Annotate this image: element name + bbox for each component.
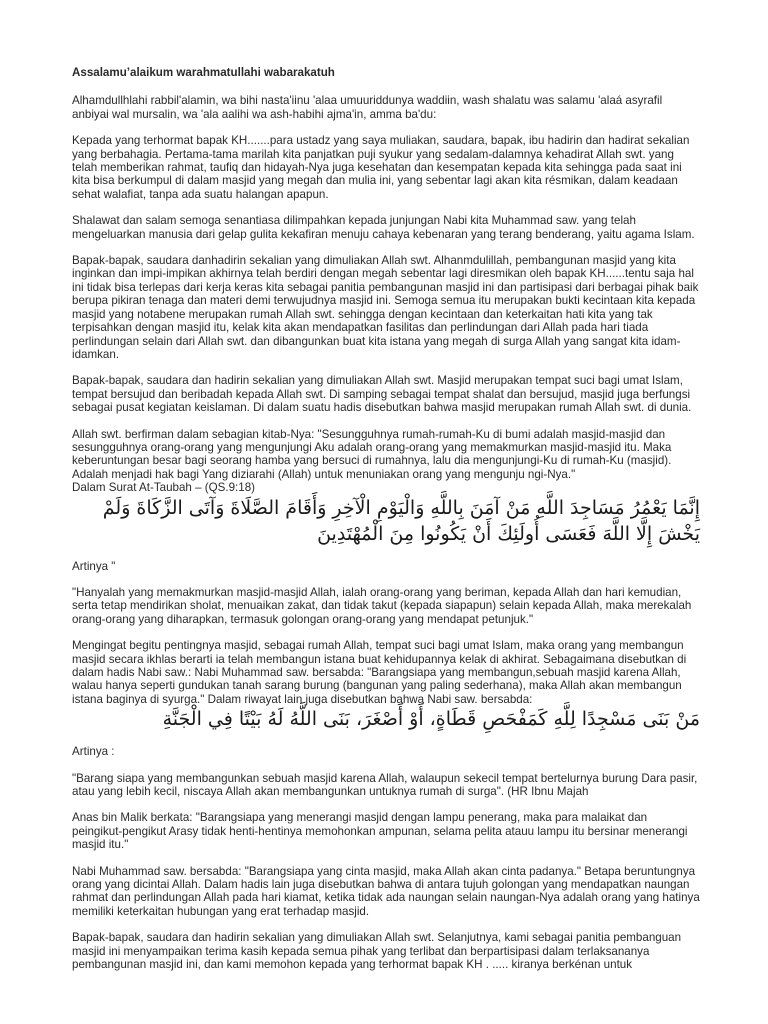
surah-reference: Dalam Surat At-Taubah – (QS.9:18) xyxy=(72,481,256,495)
translation-hadith: "Barang siapa yang membangunkan sebuah masjid karena Allah, walaupun sekecil tempat bertelurnya burung Dara pasir, atau yang lebih kecil, niscaya Allah akan membangunkan untuknya rumah di surga". (HR Ibnu Majah xyxy=(72,771,698,799)
paragraph-construction: Bapak-bapak, saudara danhadirin sekalian yang dimuliakan Allah swt. Alhanmdulillah, pembangunan masjid yang kita inginkan dan impi-impikan akhirnya telah berdiri dengan megah sebentar lagi diresmikan oleh bapak KH......tentu saja hal ini tidak bisa terlepas dari kerja keras kita sebagai panitia pembangunan masjid ini dan partisipasi dari berbagai pihak baik berupa pikiran tenaga dan materi demi terwujudnya masjid ini. Semoga semua itu merupakan bukti kecintaan kita kepada masjid yang notabene merupakan rumah Allah swt. sehingga dengan kecintaan dan keterkaitan hati kita yang tak terpisahkan dengan masjid itu, kelak kita akan mendapatkan fasilitas dan perlindungan dari Allah pada hari tiada perlindungan selain dari Allah swt. dan dibangunkan buat kita istana yang megah di surga Allah yang sangat kita idam-idamkan. xyxy=(72,254,699,361)
paragraph-love-mosque: Nabi Muhammad saw. bersabda: "Barangsiapa yang cinta masjid, maka Allah akan cinta padanya." Betapa beruntungnya orang yang dicintai Allah. Dalam hadis lain juga disebutkan bahwa di antara tujuh golongan yang mendapatkan naungan rahmat dan perlindungan Allah pada hari kiamat, ketika tidak ada naungan selain naungan-Nya adalah orang yang hatinya memiliki keterkaitan hubungan yang erat terhadap masjid. xyxy=(72,864,700,918)
paragraph-hadith-qudsi: Allah swt. berfirman dalam sebagian kitab-Nya: "Sesungguhnya rumah-rumah-Ku di bumi adalah masjid-masjid dan sesungguhnya orang-orang yang mengunjungi Aku adalah orang-orang yang memakmurkan masjid-masjid itu. Maka keberuntungan besar bagi seorang hamba yang bersuci di rumahnya, lalu dia mengunjungi-Ku di rumah-Ku (masjid). Adalah menjadi hak bagi Yang diziarahi (Allah) untuk menuniakan orang yang mengunju ngi-Nya." xyxy=(72,427,672,481)
artinya-label-1: Artinya " xyxy=(72,559,116,573)
greeting-title: Assalamu’alaikum warahmatullahi wabarakatuh xyxy=(72,66,335,79)
paragraph-importance: Mengingat begitu pentingnya masjid, sebagai rumah Allah, tempat suci bagi umat Islam, maka orang yang membangun masjid secara ikhlas berarti ia telah membangun istana buat kehidupannya kelak di akhirat. Sebagaimana disebutkan di dalam hadis Nabi saw.: Nabi Muhammad saw. bersabda: "Barangsiapa yang membangun,sebuah masjid karena Allah, walau hanya seperti gundukan tanah sarang burung (bangunan yang paling sederhana), maka Allah akan membangun istana baginya di syurga." Dalam riwayat lain juga disebutkan bahwa Nabi saw. bersabda: xyxy=(72,639,687,706)
paragraph-opening: Alhamdullhlahi rabbil'alamin, wa bihi nasta'iinu 'alaa umuuriddunya waddiin, wash shalatu was salamu 'alaá asyrafil anbiyai wal mursalin, wa 'ala aalihi wa ash-habihi ajma'in, amma ba'du: xyxy=(72,94,663,121)
arabic-verse: إِنَّمَا يَعْمُرُ مَسَاجِدَ اللَّهِ مَنْ آمَنَ بِاللَّهِ وَالْيَوْمِ الْآخِرِ وَأَقَامَ الصَّلَاةَ وَآتَى الزَّكَاةَ وَلَمْ يَخْشَ إِلَّا اللَّهَ فَعَسَى أُولَئِكَ أَنْ يَكُونُوا مِنَ الْمُهْتَدِينَ xyxy=(102,496,700,545)
document-page xyxy=(72,66,700,985)
paragraph-mosque-function: Bapak-bapak, saudara dan hadirin sekalian yang dimuliakan Allah swt. Masjid merupakan tempat suci bagi umat Islam, tempat bersujud dan beribadah kepada Allah swt. Di samping sebagai tempat shalat dan bersujud, masjid juga berfungsi sebagai pusat kegiatan keislaman. Di dalam suatu hadis disebutkan bahwa masjid merupakan rumah Allah swt. di dunia. xyxy=(72,374,692,415)
paragraph-shalawat: Shalawat dan salam semoga senantiasa dilimpahkan kepada junjungan Nabi kita Muhammad saw. yang telah mengeluarkan manusia dari gelap gulita kekafiran menuju cahaya kebenaran yang terang benderang, yaitu agama Islam. xyxy=(72,214,695,241)
arabic-hadith: مَنْ بَنَى مَسْجِدًا لِلَّهِ كَمَفْحَصِ قَطَاةٍ، أَوْ أَصْغَرَ، بَنَى اللَّهُ لَهُ بَيْتًا فِي الْجَنَّةِ xyxy=(162,708,700,731)
paragraph-respect: Kepada yang terhormat bapak KH.......para ustadz yang saya muliakan, saudara, bapak, ibu hadirin dan hadirat sekalian yang berbahagia. Pertama-tama marilah kita panjatkan puji syukur yang sedalam-dalamnya kehadirat Allah swt. yang telah memberikan rahmat, taufiq dan hidayah-Nya juga kesehatan dan kesempatan kepada kita sehingga pada saat ini kita bisa berkumpul di dalam masjid yang megah dan mulia ini, yang sebentar lagi akan kita résmikan, dalam keadaan sehat walafiat, tanpa ada suatu halangan apapun. xyxy=(72,134,690,201)
artinya-label-2: Artinya : xyxy=(72,745,115,759)
translation-verse: "Hanyalah yang memakmurkan masjid-masjid Allah, ialah orang-orang yang beriman, kepada Allah dan hari kemudian, serta tetap mendirikan sholat, menuaikan zakat, dan tidak takut (kepada siapapun) selain kepada Allah, maka merekalah orang-orang yang diharapkan, termasuk golongan orang-orang yang mendapat petunjuk." xyxy=(72,585,692,626)
paragraph-anas: Anas bin Malik berkata: "Barangsiapa yang menerangi masjid dengan lampu penerang, maka para malaikat dan peingikut-pengikut Arasy tidak henti-hentinya memohonkan ampunan, selama pelita atauu lampu itu bersinar menerangi masjid itu." xyxy=(72,811,688,852)
paragraph-gratitude: Bapak-bapak, saudara dan hadirin sekalian yang dimuliakan Allah swt. Selanjutnya, kami sebagai panitia pembanguan masjid ini menyampaikan terima kasih kepada semua pihak yang terlibat dan berpartisipasi dalam terlaksananya pembangunan masjid ini, dan kami memohon kepada yang terhormat bapak KH . ..... kiranya berkénan untuk xyxy=(72,931,682,972)
